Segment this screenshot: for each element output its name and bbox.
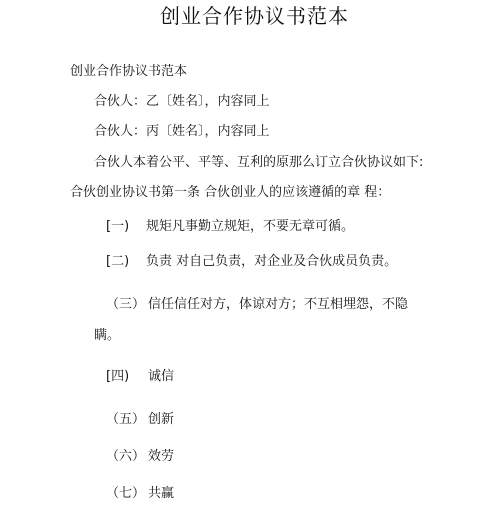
rule-item xyxy=(106,486,174,502)
rule-item xyxy=(106,449,174,465)
rule-item xyxy=(106,412,174,428)
rule-text: 负责 对自己负责，对企业及合伙成员负责。 xyxy=(146,254,398,269)
partner-c-line: 合伙人：丙〔姓名〕，内容同上 xyxy=(94,124,270,139)
rule-continuation: 瞒。 xyxy=(94,328,121,343)
rule-marker: [一) xyxy=(106,219,130,234)
rule-text: 效劳 xyxy=(148,449,175,464)
rule-text: 创新 xyxy=(148,412,175,427)
rule-marker: （七） xyxy=(106,486,146,501)
rule-marker: [四) xyxy=(106,369,130,384)
rule-marker: （三） xyxy=(106,297,146,312)
document-heading: 创业合作协议书范本 xyxy=(70,64,188,79)
rule-text: 共赢 xyxy=(148,486,175,501)
document-title: 创业合作协议书范本 xyxy=(160,4,349,28)
rule-text: 信任信任对方，体谅对方；不互相埋怨，不隐 xyxy=(148,297,409,312)
partner-b-line: 合伙人：乙〔姓名〕，内容同上 xyxy=(94,94,270,109)
rule-item xyxy=(106,297,408,313)
article-one-line: 合伙创业协议书第一条 合伙创业人的应该遵循的章 程： xyxy=(70,185,391,200)
rule-item xyxy=(106,254,397,270)
preamble-line: 合伙人本着公平、平等、互利的原那么订立合伙协议如下: xyxy=(94,155,424,170)
rule-item xyxy=(106,369,174,385)
rule-marker: （五） xyxy=(106,412,146,427)
rule-text: 规矩凡事勤立规矩，不要无章可循。 xyxy=(146,219,355,234)
rule-marker: （六） xyxy=(106,449,146,464)
rule-item xyxy=(106,219,354,235)
rule-marker: [二) xyxy=(106,254,130,269)
rule-text: 诚信 xyxy=(148,369,175,384)
